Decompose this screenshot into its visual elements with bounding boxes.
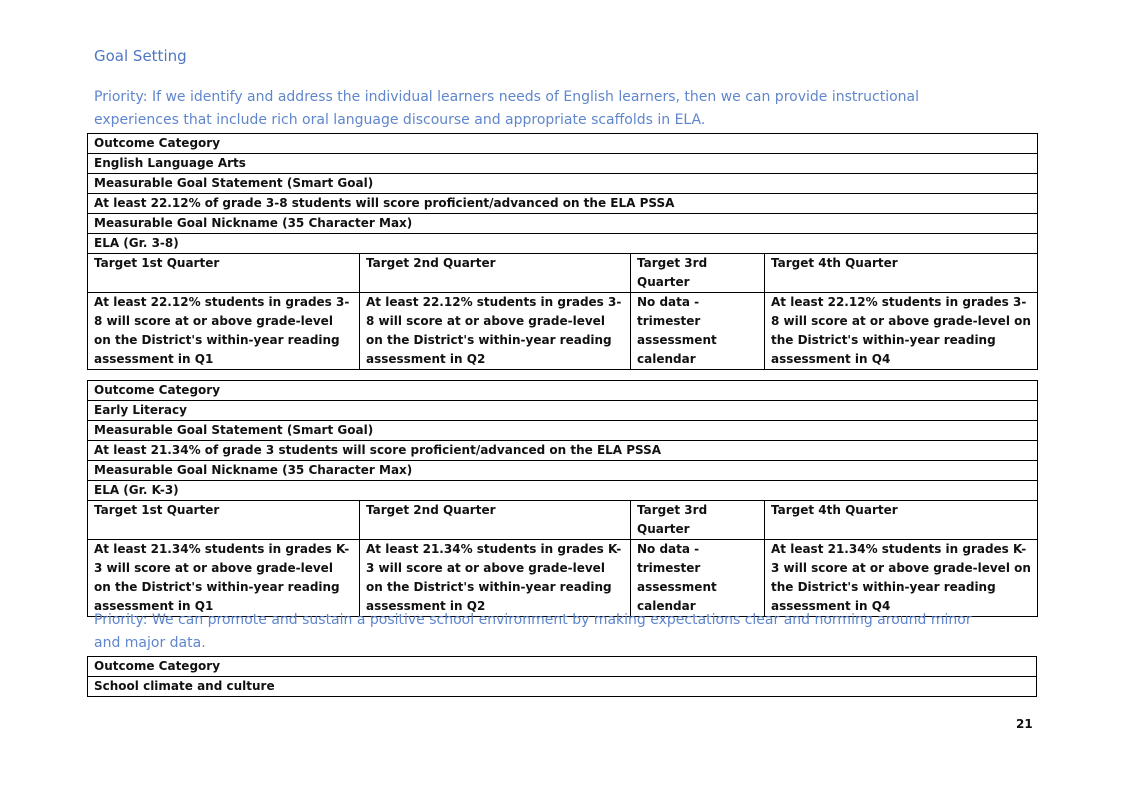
quarter-header: Target 4th Quarter bbox=[765, 501, 1038, 540]
quarter-target: No data - trimester assessment calendar bbox=[631, 293, 765, 370]
outcome-category-value: School climate and culture bbox=[88, 677, 1037, 697]
goal-statement-value: At least 21.34% of grade 3 students will score proficient/advanced on the ELA PSSA bbox=[88, 441, 1038, 461]
outcome-category-value: Early Literacy bbox=[88, 401, 1038, 421]
goal-nickname-label: Measurable Goal Nickname (35 Character Max) bbox=[88, 214, 1038, 234]
quarter-header: Target 3rd Quarter bbox=[631, 501, 765, 540]
quarter-header: Target 4th Quarter bbox=[765, 254, 1038, 293]
quarter-header: Target 2nd Quarter bbox=[360, 254, 631, 293]
outcome-category-value: English Language Arts bbox=[88, 154, 1038, 174]
quarter-target: At least 21.34% students in grades K-3 will score at or above grade-level on the District's within-year reading assessment in Q4 bbox=[765, 540, 1038, 617]
goal-statement-value: At least 22.12% of grade 3-8 students will score proficient/advanced on the ELA PSSA bbox=[88, 194, 1038, 214]
quarter-header: Target 2nd Quarter bbox=[360, 501, 631, 540]
quarter-target: At least 22.12% students in grades 3-8 will score at or above grade-level on the District's within-year reading assessment in Q2 bbox=[360, 293, 631, 370]
quarter-header: Target 1st Quarter bbox=[88, 501, 360, 540]
goal-nickname-value: ELA (Gr. 3-8) bbox=[88, 234, 1038, 254]
goal-nickname-label: Measurable Goal Nickname (35 Character Max) bbox=[88, 461, 1038, 481]
quarter-target: No data - trimester assessment calendar bbox=[631, 540, 765, 617]
page-number: 21 bbox=[1016, 717, 1033, 731]
outcome-category-label: Outcome Category bbox=[88, 134, 1038, 154]
goal-table-early-literacy bbox=[87, 380, 1038, 617]
quarter-target: At least 22.12% students in grades 3-8 will score at or above grade-level on the District's within-year reading assessment in Q4 bbox=[765, 293, 1038, 370]
section-heading: Goal Setting bbox=[94, 47, 187, 65]
quarter-target: At least 21.34% students in grades K-3 will score at or above grade-level on the District's within-year reading assessment in Q2 bbox=[360, 540, 631, 617]
outcome-category-label: Outcome Category bbox=[88, 381, 1038, 401]
goal-statement-label: Measurable Goal Statement (Smart Goal) bbox=[88, 174, 1038, 194]
goal-nickname-value: ELA (Gr. K-3) bbox=[88, 481, 1038, 501]
quarter-header: Target 3rd Quarter bbox=[631, 254, 765, 293]
priority-statement-climate: Priority: We can promote and sustain a positive school environment by making expectations clear and norming around minor and major data. bbox=[94, 612, 972, 651]
outcome-category-label: Outcome Category bbox=[88, 657, 1037, 677]
quarter-target: At least 22.12% students in grades 3-8 will score at or above grade-level on the District's within-year reading assessment in Q1 bbox=[88, 293, 360, 370]
quarter-header: Target 1st Quarter bbox=[88, 254, 360, 293]
goal-statement-label: Measurable Goal Statement (Smart Goal) bbox=[88, 421, 1038, 441]
quarter-target: At least 21.34% students in grades K-3 will score at or above grade-level on the District's within-year reading assessment in Q1 bbox=[88, 540, 360, 617]
goal-table-ela bbox=[87, 133, 1038, 370]
priority-statement-ela: Priority: If we identify and address the individual learners needs of English learners, then we can provide instructional experiences that include rich oral language discourse and appropriate scaffolds in ELA. bbox=[94, 89, 919, 128]
goal-table-school-climate bbox=[87, 656, 1037, 697]
